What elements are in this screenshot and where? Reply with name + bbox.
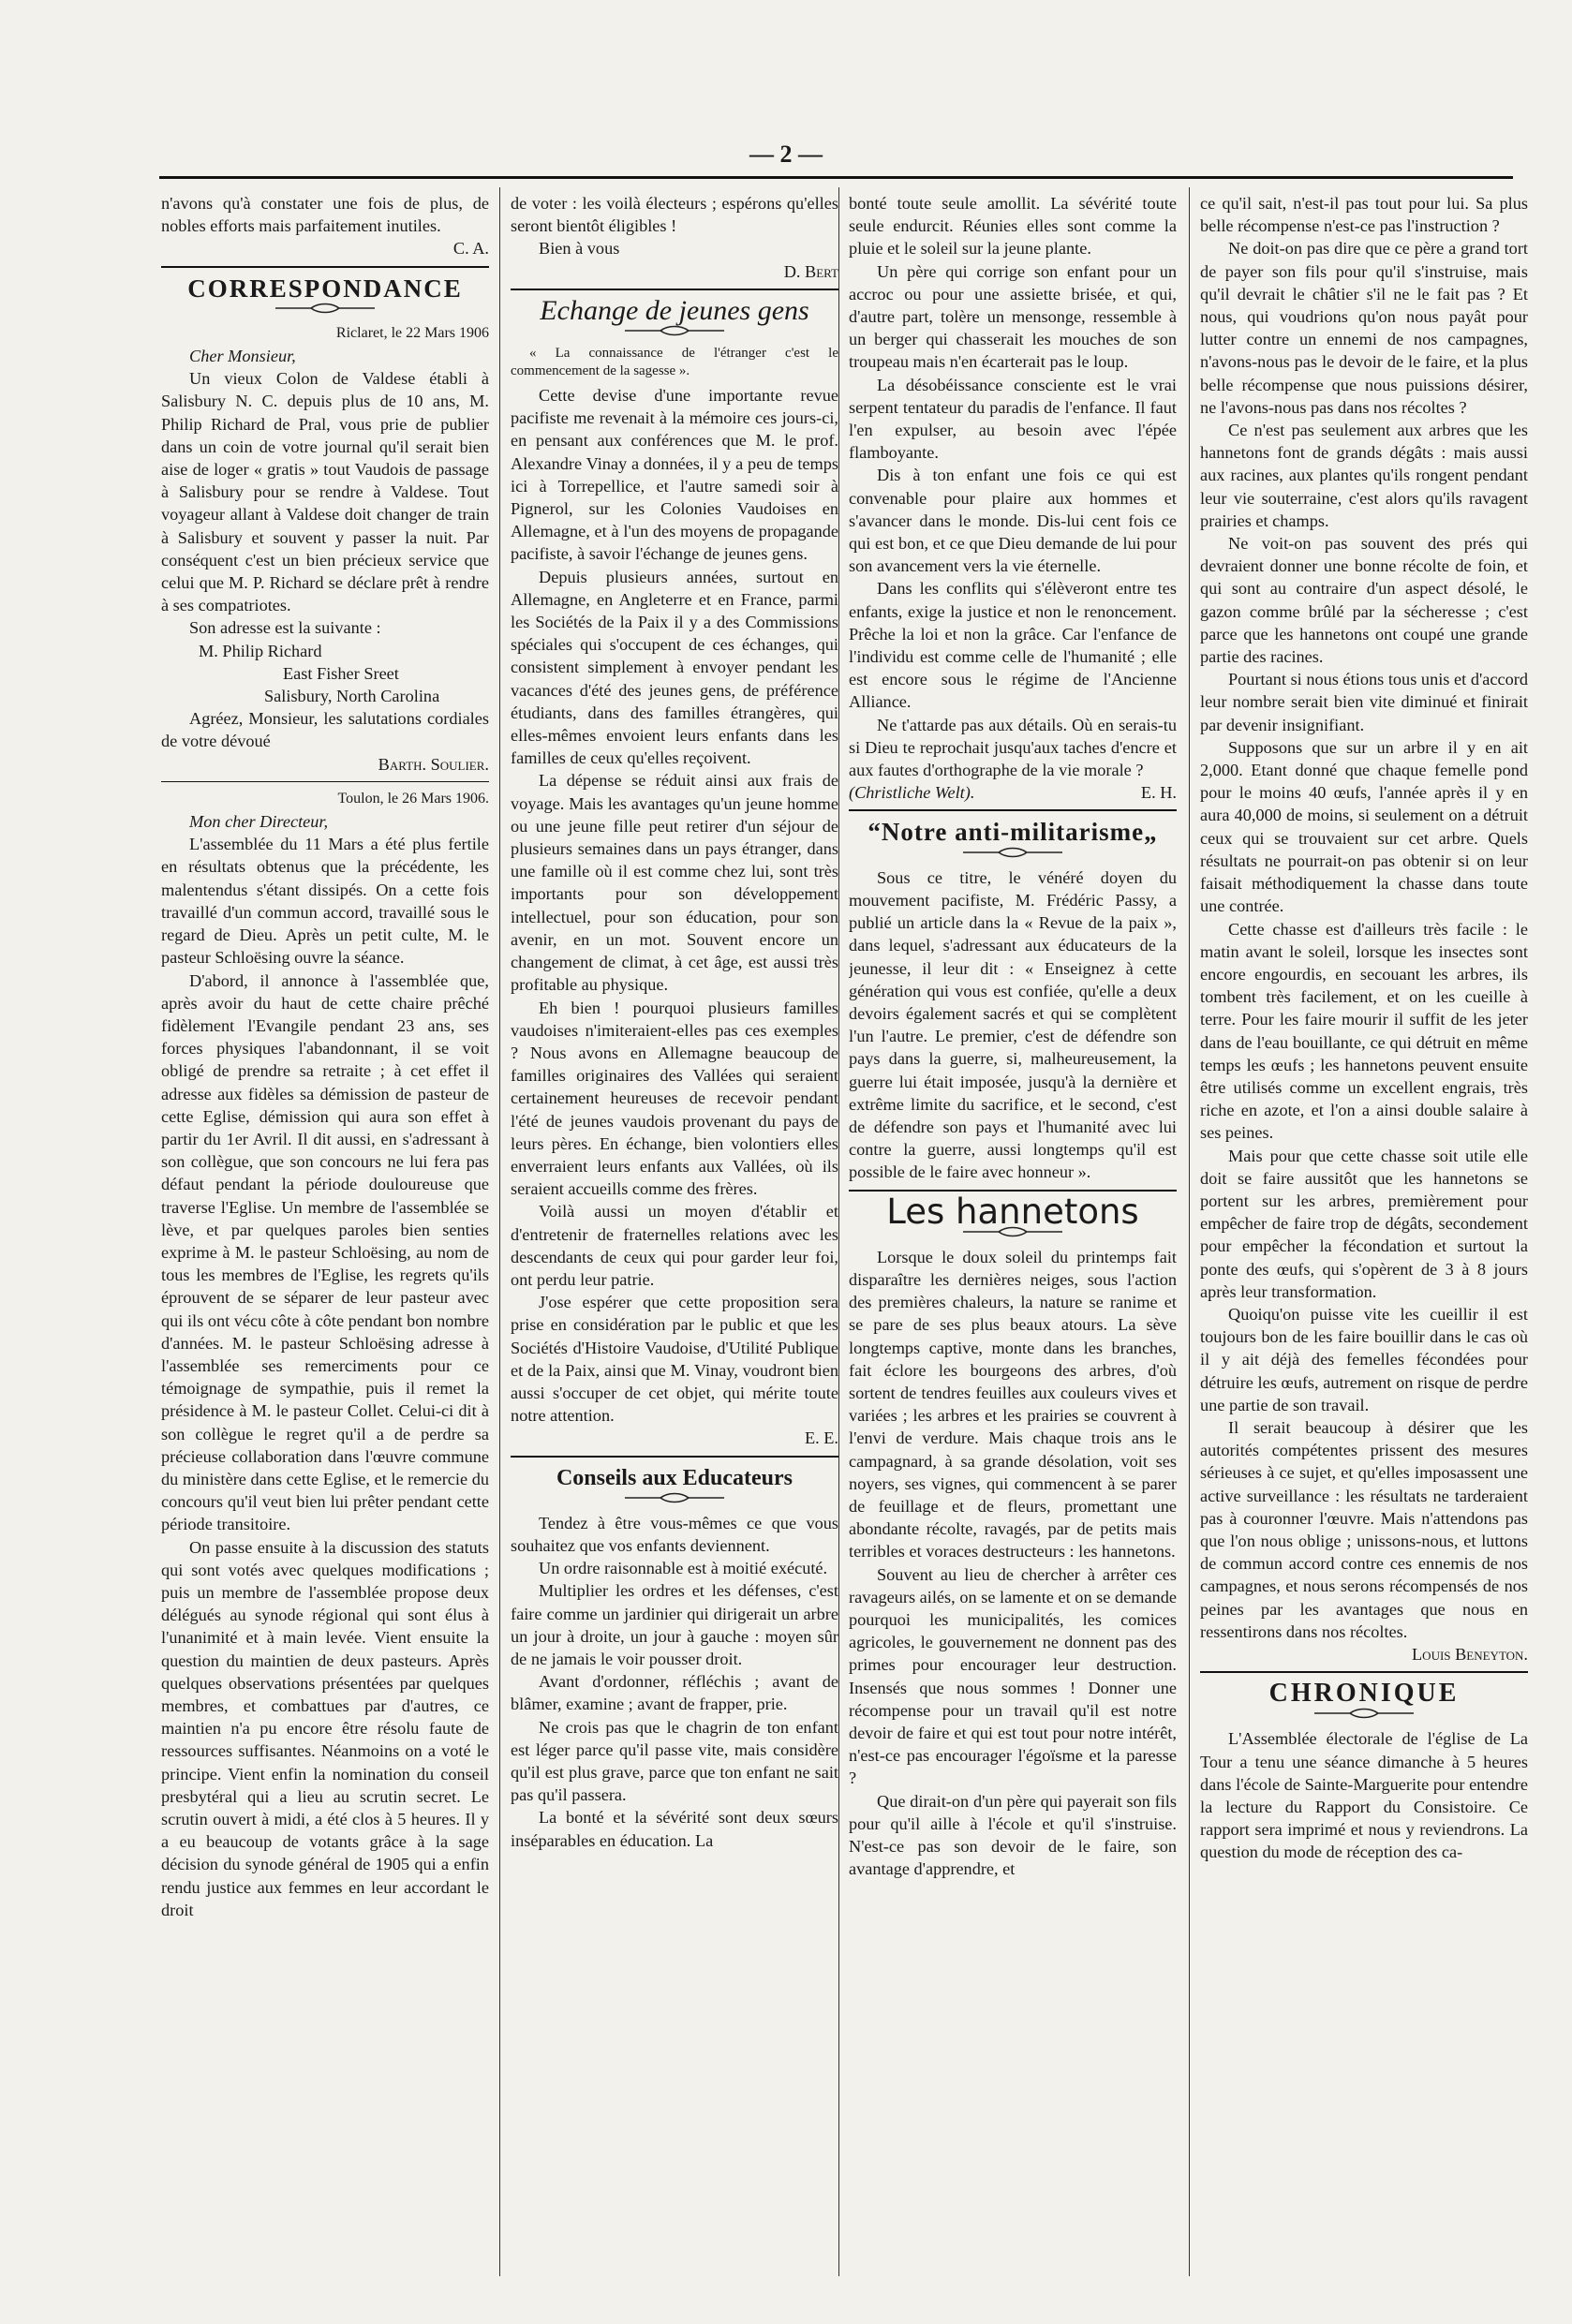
- column-4: [1200, 192, 1528, 2290]
- conseils-title: Conseils aux Educateurs: [556, 1465, 793, 1490]
- conseils-source-row: [849, 781, 1177, 804]
- echange-paragraph: Eh bien ! pourquoi plusieurs familles vaudoises n'imiteraient-elles pas ces exemples ? Nous avons en Allemagne beaucoup de familles originaires des Vallées qui seraient certainement heureuses de recevoir pendant l'été de jeunes vaudois provenant du pays de leurs pères. En échange, bien volontiers elles enverraient leurs enfants aux Vallées, où ils seraient accueills comme des frères.: [511, 998, 838, 1199]
- conseils-signature: E. H.: [1140, 783, 1177, 803]
- column-2: [511, 192, 838, 2290]
- section-rule: [849, 809, 1177, 811]
- letter2-paragraph: D'abord, il annonce à l'assemblée que, après avoir du haut de cette chaire prêché fidèlement l'Evangile pendant 23 ans, ses forces physiques l'abandonnant, il se voit obligé de prendre sa retraite ; à cet effet il adresse aux fidèles sa démission de pasteur de cette Eglise, démission qui aura son effet à partir du 1er Avril. Il dit aussi, en s'adressant à son collègue, que son concours ne lui fera pas défaut pendant la période douloureuse que traverse l'Eglise. Un membre de l'assemblée se lève, et par quelques paroles bien senties exprime à M. le pasteur Schloësing, au nom de tous les membres de l'Eglise, les regrets qu'ils éprouvent de se séparer de leur pasteur avec qui ils ont vécu côte à côte pendant bon nombre d'années. M. le pasteur Schloësing adresse à l'assemblée ses remerciments pour ce témoignage de sympathie, puis il remet la présidence à M. le pasteur Collet. Celui-ci dit à son collègue le regret qu'il a de perdre sa précieuse collaboration dans l'œuvre commune du ministère dans cette Eglise, et le remercie du concours qu'il veut bien lui prêter pendant cette période transitoire.: [161, 970, 489, 1534]
- correspondance-title: CORRESPONDANCE: [187, 274, 463, 303]
- hannetons-paragraph: Cette chasse est d'ailleurs très facile : le matin avant le soleil, lorsque les insectes sont encore engourdis, en secouant les arbres, ils tombent très facilement, et on les cueille à terre. Pour les faire mourir il suffit de les jeter dans de l'eau bouillante, ce qui détruit en même temps les œufs ; les hannetons peuvent ensuite être utilisés comme un excellent engrais, très riche en azote, et l'on a ainsi double salaire à ses peines.: [1200, 919, 1528, 1143]
- echange-paragraph: La dépense se réduit ainsi aux frais de voyage. Mais les avantages qu'un jeune homme ou une jeune fille peut retirer d'un séjour de plusieurs semaines dans un pays étranger, dans une famille où il est comme chez lui, sont très importants pour son développement intellectuel, pour son éducation, pour son avenir, en un mot. Souvent encore un changement de climat, à cet âge, est aussi très profitable au physique.: [511, 771, 838, 995]
- section-rule: [161, 266, 489, 268]
- conseils-source: (Christliche Welt).: [849, 783, 975, 803]
- chronique-paragraph: L'Assemblée électorale de l'église de La Tour a tenu une séance dimanche à 5 heures dans l'école de Sainte-Marguerite pour entendre la lecture du Rapport du Consistoire. Ce rapport sera imprimé et nous y reviendrons. La question du mode de réception des ca-: [1200, 1729, 1528, 1862]
- letter1-paragraph: Son adresse est la suivante :: [189, 618, 381, 638]
- section-rule: [161, 781, 489, 782]
- letter2-paragraph: On passe ensuite à la discussion des statuts qui sont votés avec quelques modifications ; puis un membre de l'assemblée propose deux délégués au synode régional qui sont élus à l'unanimité et à main levée. Vient ensuite la question du maintien de deux pasteurs. Après quelques observations présentées par quelques membres, et combattues par d'autres, ce maintien n'a pu encore être résolu faute de ressources suffisantes. Néanmoins on a voté le principe. Vient enfin la nomination du conseil presbytéral qui a lieu au scrutin secret. Le scrutin ouvert à midi, a été clos à 5 heures. Il y a eu beaucoup de votants grâce à la sage décision du synode général de 1905 qui a enfin rendu justice aux femmes en leur accordant le droit: [161, 1537, 489, 1919]
- hannetons-continuation: ce qu'il sait, n'est-il pas tout pour lui. Sa plus belle récompense n'est-ce pas l'instruction ?: [1200, 194, 1528, 236]
- section-rule: [1200, 1671, 1528, 1673]
- echange-paragraph: Depuis plusieurs années, surtout en Allemagne, en Angleterre et en France, parmi les Sociétés de la Paix il y a des Commissions spéciales qui s'occupent de ces échanges, qui consistent simplement à envoyer pendant les vacances d'été des jeunes gens, de préférence étudiants, dans des familles étrangères, qui elles-mêmes envoient leurs enfants dans les familles de ceux qu'elles reçoivent.: [511, 567, 838, 768]
- echange-paragraph: J'ose espérer que cette proposition sera prise en considération par le public et que les Sociétés d'Histoire Vaudoise, d'Utilité Publique et de la Paix, ainsi que M. Vinay, voudront bien aussi s'occuper de cet objet, qui mérite toute notre attention.: [511, 1293, 838, 1426]
- letter2-signature: D. Bert: [783, 261, 838, 281]
- antimilitarisme-title: “Notre anti-militarisme„: [868, 818, 1158, 847]
- conseils-paragraph: Dis à ton enfant une fois ce qui est convenable pour plaire aux hommes et s'avancer dans le monde. Dis-lui cent fois ce qui est bon, et ce que Dieu demande de lui pour son avancement vers la vie éternelle.: [849, 466, 1177, 576]
- intro-text: n'avons qu'à constater une fois de plus, de nobles efforts mais parfaitement inutiles.: [161, 194, 489, 236]
- hannetons-paragraph: Ne voit-on pas souvent des prés qui devraient donner une bonne récolte de foin, et qui sont au contraire d'un aspect désolé, le gazon comme brûlé par la sécheresse ; c'est parce que les hannetons ont coupé une grande partie des racines.: [1200, 534, 1528, 667]
- column-divider: [499, 187, 500, 2276]
- letter2-closing: Bien à vous: [539, 239, 620, 259]
- conseils-continuation: bonté toute seule amollit. La sévérité toute seule endurcit. Réunies elles sont comme la pluie et le soleil sur la jeune plante.: [849, 194, 1177, 259]
- letter2-paragraph: L'assemblée du 11 Mars a été plus fertile en résultats obtenus que la précédente, les malentendus s'étant dissipés. On a cette fois travaillé d'un commun accord, travaillé sous le regard de Dieu. Après un petit culte, M. le pasteur Schloësing ouvre la séance.: [161, 835, 489, 968]
- address-line: Salisbury, North Carolina: [264, 687, 440, 706]
- letter2-salutation: Mon cher Directeur,: [189, 812, 329, 832]
- conseils-paragraph: Multiplier les ordres et les défenses, c'est faire comme un jardinier qui dirigerait un arbre un jour à droite, un jour à gauche : moyen sûr de ne jamais le voir pousser droit.: [511, 1581, 838, 1668]
- hannetons-paragraph: Supposons que sur un arbre il y en ait 2,000. Etant donné que chaque femelle pond pour le moins 40 œufs, l'année après il y en aura 40,000 de moins, si seulement on a détruit ceux qui se trouvaient sur cet arbre. Quels résultats ne pourrait-on pas obtenir si on leur faisait méthodiquement la chasse dans toute une contrée.: [1200, 737, 1528, 916]
- ornament-icon: [274, 302, 377, 315]
- section-rule: [511, 289, 838, 290]
- hannetons-paragraph: Il serait beaucoup à désirer que les autorités compétentes prissent des mesures sérieuses à ce sujet, et qu'elles imposassent une active surveillance : les résultats ne tarderaient pas à couronner l'œuvre. Mais n'attendons pas que l'on nous oblige ; unissons-nous, et luttons de commun accord contre ces ennemis de nos campagnes, et nous serons récompensés de nos peines par les avantages que nous en ressentirons dans nos récoltes.: [1200, 1417, 1528, 1641]
- conseils-paragraph: Dans les conflits qui s'élèveront entre tes enfants, exige la justice et non le renoncement. Prêche la loi et non la grâce. Car l'enfance de l'individu est comme celle de l'humanité ; elle est encore sous le régime de l'Ancienne Alliance.: [849, 579, 1177, 712]
- ornament-icon: [623, 1491, 726, 1504]
- conseils-paragraph: Un père qui corrige son enfant pour un accroc ou pour une assiette brisée, et qui, d'autre part, tolère un mensonge, ressemble à un berger qui chasserait les mouches de son troupeau mais n'en écarterait pas le loup.: [849, 261, 1177, 372]
- echange-epigraph: « La connaissance de l'étranger c'est le commencement de la sagesse ».: [511, 346, 838, 379]
- letter1-date: Riclaret, le 22 Mars 1906: [335, 324, 489, 341]
- echange-paragraph: Voilà aussi un moyen d'établir et d'entretenir de fraternelles relations avec les descendants de ceux qui pour garder leur foi, ont perdu leur patrie.: [511, 1202, 838, 1289]
- hannetons-paragraph: Que dirait-on d'un père qui payerait son fils pour qu'il aille à l'école et qu'il s'instruise. N'est-ce pas son devoir de le faire, son avantage d'apprendre, et: [849, 1791, 1177, 1879]
- echange-title: Echange de jeunes gens: [540, 294, 809, 326]
- letter1-paragraph: Un vieux Colon de Valdese établi à Salisbury N. C. depuis plus de 10 ans, M. Philip Richard de Pral, vous prie de publier dans un coin de votre journal qu'il serait bien aise de loger « gratis » tout Vaudois de passage à Salisbury pour se rendre à Valdese. Tout voyageur allant à Valdese doit changer de train à Salisbury et souvent y passer la nuit. Par conséquent c'est un bien précieux service que celui que M. P. Richard se déclare prêt à rendre à ses compatriotes.: [161, 369, 489, 615]
- conseils-paragraph: Un ordre raisonnable est à moitié exécuté.: [539, 1559, 828, 1578]
- letter1-signature: Barth. Soulier.: [378, 754, 489, 774]
- conseils-paragraph: Ne crois pas que le chagrin de ton enfant est léger parce qu'il passe vite, mais considère qu'il est plus grave, parce que ton enfant ne sait pas qu'il passera.: [511, 1717, 838, 1805]
- hannetons-paragraph: Mais pour que cette chasse soit utile elle doit se faire aussitôt que les hannetons se portent sur les arbres, premièrement pour empêcher de faire trop de dégâts, secondement pour empêcher la fécondation et surtout la ponte des œufs, qui s'opèrent de 3 à 8 jours après leur transformation.: [1200, 1146, 1528, 1301]
- letter2-date: Toulon, le 26 Mars 1906.: [337, 790, 489, 807]
- conseils-paragraph: Ne t'attarde pas aux détails. Où en serais-tu si Dieu te reprochait jusqu'aux taches d'encre et aux fautes d'orthographe de la vie morale ?: [849, 715, 1177, 780]
- ornament-icon: [623, 324, 726, 337]
- echange-signature: E. E.: [804, 1428, 838, 1448]
- hannetons-paragraph: Quoiqu'on puisse vite les cueillir il est toujours bon de les faire bouillir dans le cas où il y ait déjà des femelles fécondées pour détruire les œufs, autrement on risque de perdre une partie de son travail.: [1200, 1304, 1528, 1414]
- hannetons-signature: Louis Beneyton.: [1412, 1645, 1528, 1664]
- address-line: M. Philip Richard: [199, 641, 322, 660]
- address-line: East Fisher Sreet: [283, 663, 399, 683]
- conseils-paragraph: Tendez à être vous-mêmes ce que vous souhaitez que vos enfants deviennent.: [511, 1513, 838, 1555]
- hannetons-title: Les hannetons: [886, 1191, 1139, 1232]
- page-number: — 2 —: [749, 141, 823, 168]
- conseils-paragraph: La désobéissance consciente est le vrai serpent tentateur du paradis de l'enfance. Il faut l'en expulser, au besoin avec l'épée flamboyante.: [849, 375, 1177, 463]
- hannetons-paragraph: Ce n'est pas seulement aux arbres que les hannetons font de grands dégâts : mais aussi aux racines, aux plantes qu'ils rongent pendant leur vie souterraine, c'est alors qu'ils ravagent prairies et champs.: [1200, 421, 1528, 530]
- column-divider: [1189, 187, 1190, 2276]
- antimilitarisme-paragraph: Sous ce titre, le vénéré doyen du mouvement pacifiste, M. Frédéric Passy, a publié un article dans la « Revue de la paix », dans lequel, s'adressant aux éducateurs de la jeunesse, il leur dit : « Enseignez à cette génération qui vous est confiée, qu'elle a deux devoirs également sacrés et qui se complètent l'un l'autre. Le premier, c'est de défendre son pays dans la guerre, si, malheureusement, la guerre lui était imposée, jusqu'à la dernière et extrême limite du sacrifice, et le second, c'est de défendre son pays et l'humanité avec lui contre la guerre, aussi longtemps qu'il est possible de le faire avec honneur ».: [849, 867, 1177, 1182]
- column-divider: [838, 187, 839, 2276]
- hannetons-paragraph: Lorsque le doux soleil du printemps fait disparaître les dernières neiges, sous l'action des premières chaleurs, la nature se ranime et se pare de ses plus beaux atours. La sève longtemps captive, monte dans les branches, fait éclore les bourgeons des arbres, d'où sortent de tendres feuilles aux couleurs vives et variées ; les arbres et les prairies se couvrent à l'envi de verdure. Mais chaque trois ans le campagnard, à sa grande désolation, voit ses noyers, ses vignes, qui commencent à se parer de feuillage et de fleurs, promettant une abondante récolte, ravagés, par de petits mais terribles et voraces destructeurs : les hannetons.: [849, 1247, 1177, 1562]
- echange-paragraph: Cette devise d'une importante revue pacifiste me revenait à la mémoire ces jours-ci, en pensant aux conférences que M. le prof. Alexandre Vinay a données, il y a peu de temps ici à Torrepellice, et l'autre samedi soir à Pignerol, sur les Colonies Vaudoises en Allemagne, et à l'un des moyens de propagande pacifiste, à savoir l'échange de jeunes gens.: [511, 386, 838, 564]
- top-rule: [159, 176, 1513, 179]
- letter1-salutation: Cher Monsieur,: [189, 347, 296, 366]
- letter1-paragraph: Agréez, Monsieur, les salutations cordiales de votre dévoué: [161, 709, 489, 751]
- conseils-paragraph: La bonté et la sévérité sont deux sœurs inséparables en éducation. La: [511, 1808, 838, 1850]
- hannetons-paragraph: Souvent au lieu de chercher à arrêter ces ravageurs ailés, on se lamente et on se demande pourquoi les municipalités, les comices agricoles, le gouvernement ne donnent pas des primes pour encourager leur destruction. Insensés que nous sommes ! Donner une récompense pour un travail qu'il est notre devoir de faire et qui est tout pour notre intérêt, n'est-ce pas encourager l'égoïsme et la paresse ?: [849, 1564, 1177, 1788]
- ornament-icon: [1312, 1707, 1416, 1720]
- column-1: [161, 192, 489, 2290]
- hannetons-paragraph: Ne doit-on pas dire que ce père a grand tort de payer son fils pour qu'il s'instruise, mais qu'il devrait le châtier s'il ne le fait pas ? Et nous, qui voudrions qu'on nous payât pour lutter contre un ennemi de nos campagnes, n'avons-nous pas le devoir de le faire, et la plus belle récompense que nous puissions désirer, ne l'avons-nous pas dans nos récoltes ?: [1200, 239, 1528, 417]
- column-3: [849, 192, 1177, 2290]
- conseils-paragraph: Avant d'ordonner, réfléchis ; avant de blâmer, examine ; avant de frapper, prie.: [511, 1672, 838, 1714]
- section-rule: [511, 1456, 838, 1458]
- letter2-continuation: de voter : les voilà électeurs ; espérons qu'elles seront bientôt éligibles !: [511, 194, 838, 236]
- hannetons-paragraph: Pourtant si nous étions tous unis et d'accord leur nombre serait bien vite diminué et finirait par devenir insignifiant.: [1200, 670, 1528, 734]
- intro-signature: C. A.: [452, 239, 489, 259]
- chronique-title: CHRONIQUE: [1268, 1679, 1460, 1709]
- ornament-icon: [961, 846, 1064, 859]
